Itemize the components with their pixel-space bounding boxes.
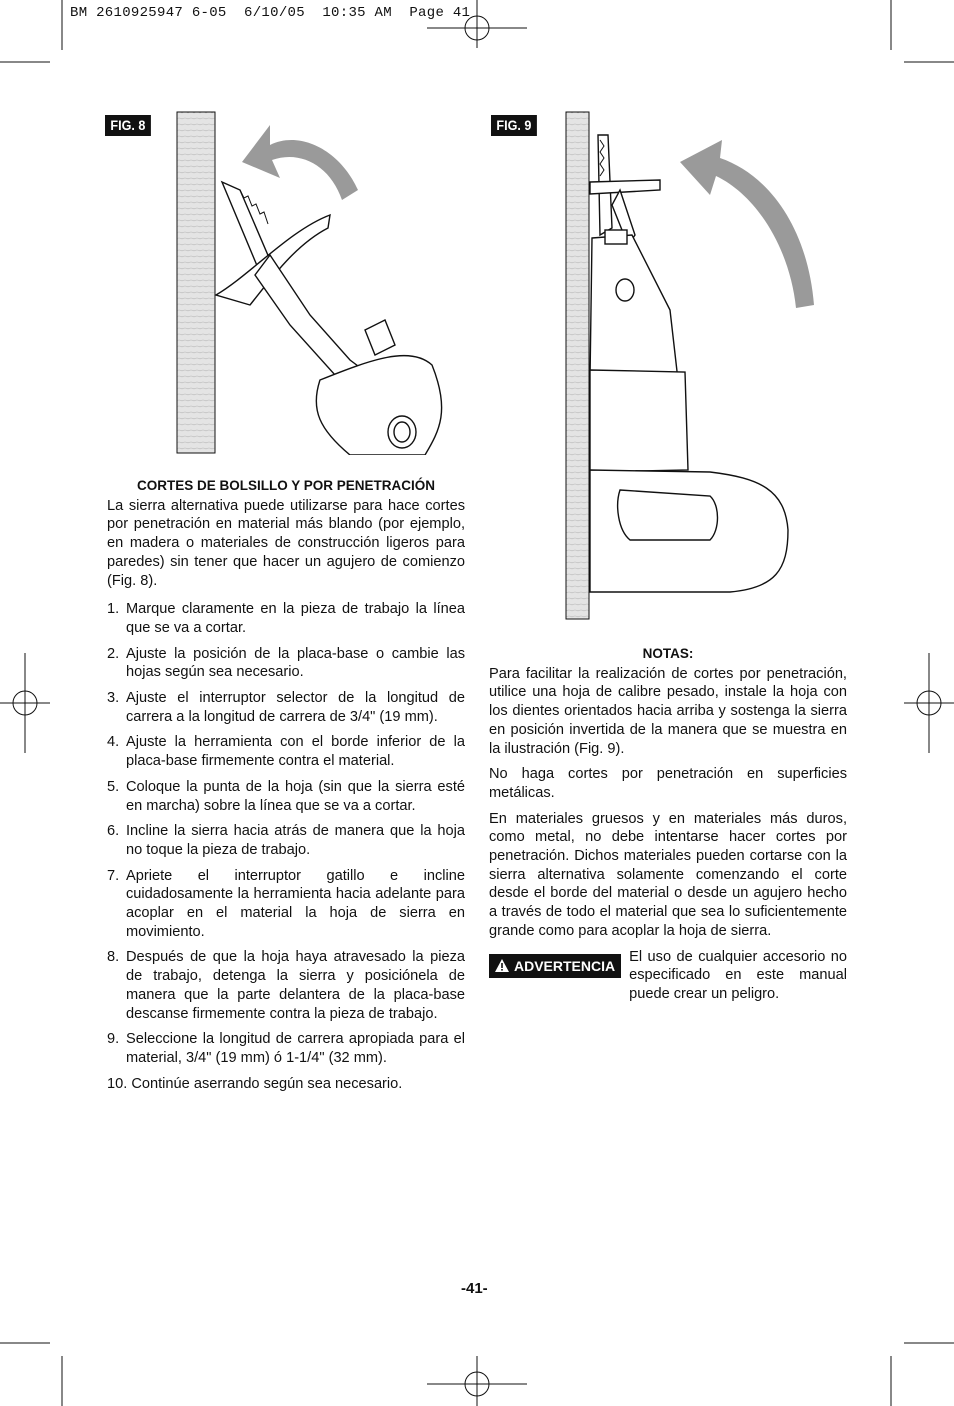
arrow-icon [680,140,814,308]
fig9-illustration [560,110,825,622]
list-item: 4. Ajuste la herramienta con el borde inferior de la placa-base firmemente contra el material. [107,734,465,770]
list-item: 2. Ajuste la posición de la placa-base o cambie las hojas según sea necesario. [107,645,465,681]
warning-text: El uso de cualquier accesorio no especificado en este manual puede crear un peligro. [629,948,847,1002]
steps-list [107,600,465,1093]
list-item: 7. Apriete el interruptor gatillo e incline cuidadosamente la herramienta hacia adelante para acoplar en el material la hoja de sierra en movimiento. [107,867,465,940]
print-header: BM 2610925947 6-05 6/10/05 10:35 AM Page 41 [70,5,471,21]
list-item: 5. Coloque la punta de la hoja (sin que la sierra esté en marcha) sobre la línea que se va a cortar. [107,778,465,814]
right-column [489,645,847,1004]
list-item: 3. Ajuste el interruptor selector de la longitud de carrera a la longitud de carrera de 3/4" (19 mm). [107,690,465,725]
warning-triangle-icon [495,959,509,972]
warning-block [489,948,847,1004]
notes-paragraph: Para facilitar la realización de cortes por penetración, utilice una hoja de calibre pesado, instale la hoja con los dientes orientados hacia arriba y sostenga la sierra en posición invertida de la manera que se muestra en la ilustración (Fig. 9). [489,665,847,757]
list-item: 1. Marque claramente en la pieza de trabajo la línea que se va a cortar. [107,601,465,636]
fig8-label: FIG. 8 [105,115,151,136]
fig9-label: FIG. 9 [491,115,537,136]
section-heading: CORTES DE BOLSILLO Y POR PENETRACIÓN [136,478,436,493]
warning-badge: ADVERTENCIA [489,954,621,979]
left-column [107,477,465,1100]
list-item: 10. Continúe aserrando según sea necesario. [107,1075,403,1092]
notes-paragraph: En materiales gruesos y en materiales más duros, como metal, no debe intentarse hacer cortes por penetración. Dichos materiales pueden cortarse con la sierra alternativa solamente comenzando el corte desde el borde del material o desde un agujero hecho a través de todo el material que sea lo suficientemente grande como para acoplar la hoja de sierra. [489,810,847,939]
notes-paragraph: No haga cortes por penetración en superficies metálicas. [489,766,847,801]
list-item: 9. Seleccione la longitud de carrera apropiada para el material, 3/4" (19 mm) ó 1-1/4" (32 mm). [107,1031,465,1066]
arrow-icon [242,125,358,200]
intro-paragraph: La sierra alternativa puede utilizarse para hace cortes por penetración en material más blando (por ejemplo, en madera o materiales de construcción ligeros para paredes) sin tener que hacer un agujero de comienzo (Fig. 8). [107,497,465,589]
notes-heading: NOTAS: [642,646,694,661]
list-item: 6. Incline la sierra hacia atrás de manera que la hoja no toque la pieza de trabajo. [107,823,465,858]
list-item: 8. Después de que la hoja haya atravesado la pieza de trabajo, detenga la sierra y posiciónela de manera que la parte delantera de la placa-base descanse firmemente contra la pieza de trabajo. [107,949,465,1022]
page-number: -41- [461,1280,488,1297]
fig8-illustration [170,110,470,455]
